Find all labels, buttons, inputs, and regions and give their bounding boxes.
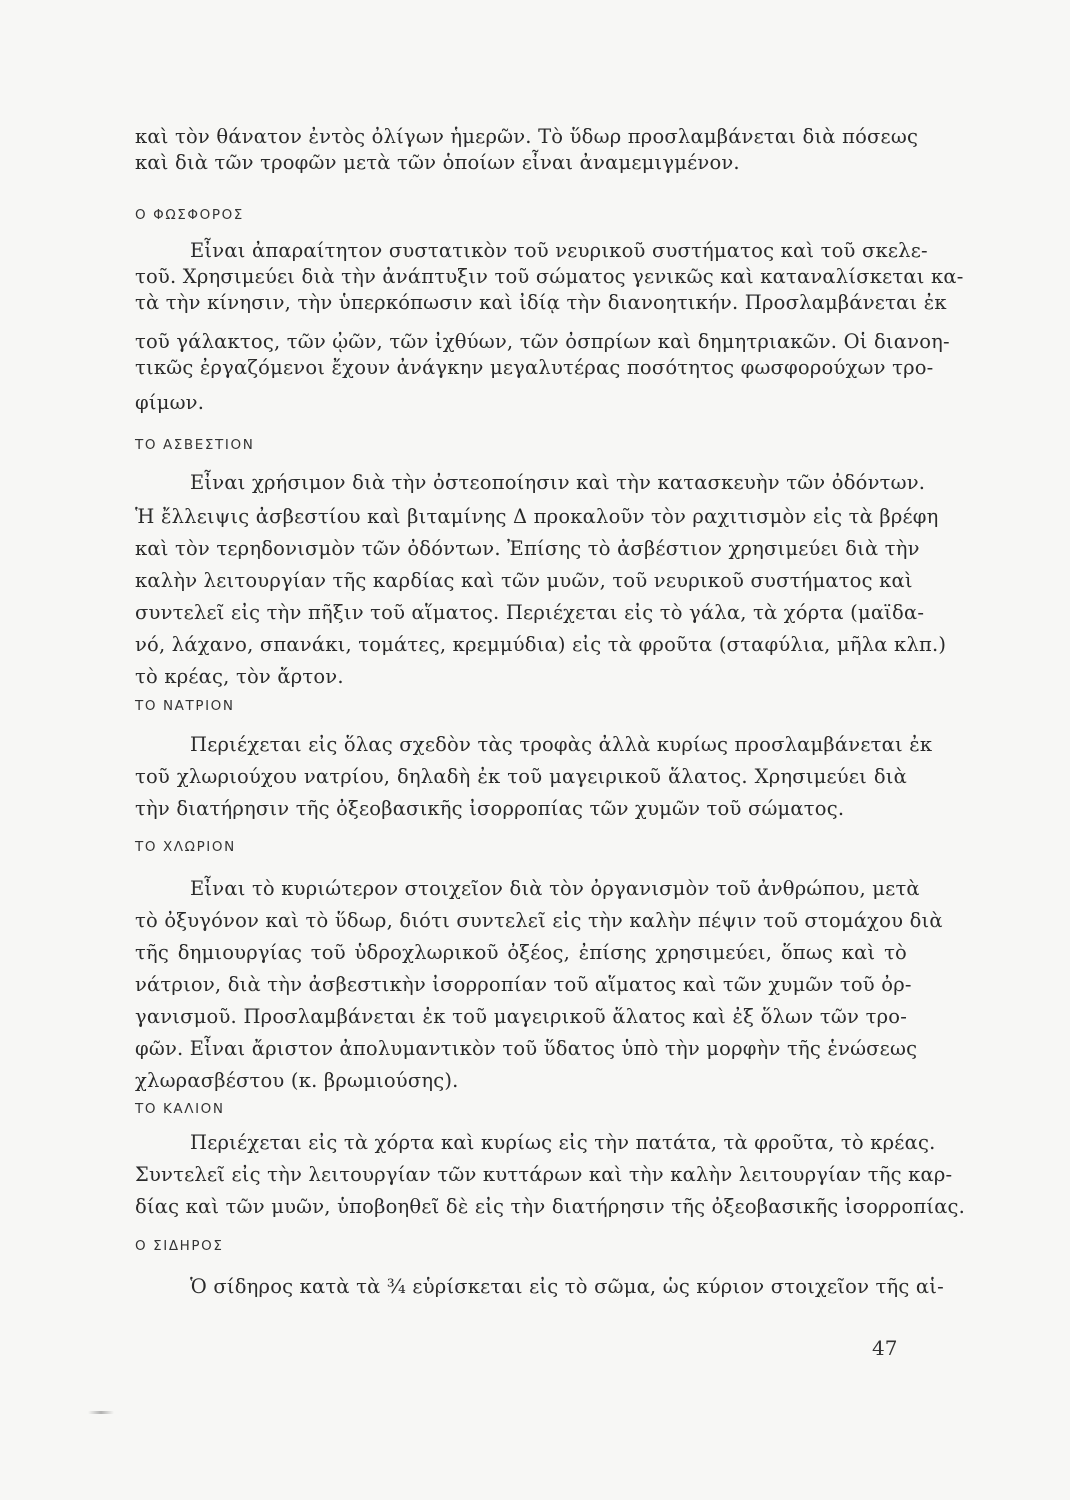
section-heading-potassium: ΤΟ ΚΑΛΙΟΝ — [135, 1101, 225, 1117]
phosphorus-line-3: τὰ τὴν κίνησιν, τὴν ὑπερκόπωσιν καὶ ἰδίᾳ τὴν διανοητικήν. Προσλαμβάνεται ἐκ — [135, 291, 947, 314]
chlorine-line-2: τὸ ὀξυγόνον καὶ τὸ ὕδωρ, διότι συντελεῖ εἰς τὴν καλὴν πέψιν τοῦ στομάχου διὰ — [135, 909, 943, 932]
chlorine-line-6: φῶν. Εἶναι ἄριστον ἀπολυμαντικὸν τοῦ ὕδατος ὑπὸ τὴν μορφὴν τῆς ἑνώσεως — [135, 1037, 918, 1060]
chlorine-line-7: χλωρασβέστου (κ. βρωμιούσης). — [135, 1069, 459, 1092]
section-heading-calcium: ΤΟ ΑΣΒΕΣΤΙΟΝ — [135, 437, 255, 453]
chlorine-line-5: γανισμοῦ. Προσλαμβάνεται ἐκ τοῦ μαγειρικοῦ ἅλατος καὶ ἐξ ὅλων τῶν τρο- — [135, 1005, 907, 1028]
chlorine-line-3: τῆς δημιουργίας τοῦ ὑδροχλωρικοῦ ὀξέος, ἐπίσης χρησιμεύει, ὅπως καὶ τὸ — [135, 941, 907, 964]
iron-line-1: Ὁ σίδηρος κατὰ τὰ ¾ εὑρίσκεται εἰς τὸ σῶμα, ὡς κύριον στοιχεῖον τῆς αἱ- — [190, 1275, 944, 1298]
section-heading-iron: Ο ΣΙΔΗΡΟΣ — [135, 1238, 224, 1254]
section-heading-chlorine: ΤΟ ΧΛΩΡΙΟΝ — [135, 839, 236, 855]
calcium-line-7: τὸ κρέας, τὸν ἄρτον. — [135, 665, 344, 688]
phosphorus-line-1: Εἶναι ἀπαραίτητον συστατικὸν τοῦ νευρικοῦ συστήματος καὶ τοῦ σκελε- — [190, 239, 928, 262]
chlorine-line-4: νάτριον, διὰ τὴν ἀσβεστικὴν ἰσορροπίαν τοῦ αἵματος καὶ τῶν χυμῶν τοῦ ὀρ- — [135, 973, 912, 996]
sodium-line-1: Περιέχεται εἰς ὅλας σχεδὸν τὰς τροφὰς ἀλλὰ κυρίως προσλαμβάνεται ἐκ — [190, 733, 933, 756]
potassium-line-2: Συντελεῖ εἰς τὴν λειτουργίαν τῶν κυττάρων καὶ τὴν καλὴν λειτουργίαν τῆς καρ- — [135, 1163, 953, 1186]
potassium-line-1: Περιέχεται εἰς τὰ χόρτα καὶ κυρίως εἰς τὴν πατάτα, τὰ φροῦτα, τὸ κρέας. — [190, 1131, 936, 1154]
calcium-line-4: καλὴν λειτουργίαν τῆς καρδίας καὶ τῶν μυῶν, τοῦ νευρικοῦ συστήματος καὶ — [135, 569, 913, 592]
potassium-line-3: δίας καὶ τῶν μυῶν, ὑποβοηθεῖ δὲ εἰς τὴν διατήρησιν τῆς ὀξεοβασικῆς ἰσορροπίας. — [135, 1195, 966, 1218]
calcium-line-2: Ἡ ἔλλειψις ἀσβεστίου καὶ βιταμίνης Δ προκαλοῦν τὸν ραχιτισμὸν εἰς τὰ βρέφη — [135, 505, 939, 528]
calcium-line-6: νό, λάχανο, σπανάκι, τομάτες, κρεμμύδια) εἰς τὰ φροῦτα (σταφύλια, μῆλα κλπ.) — [135, 633, 947, 656]
section-heading-sodium: ΤΟ ΝΑΤΡΙΟΝ — [135, 698, 235, 714]
page-number: 47 — [872, 1336, 898, 1360]
phosphorus-line-5: τικῶς ἐργαζόμενοι ἔχουν ἀνάγκην μεγαλυτέρας ποσότητος φωσφορούχων τρο- — [135, 356, 934, 379]
chlorine-line-1: Εἶναι τὸ κυριώτερον στοιχεῖον διὰ τὸν ὀργανισμὸν τοῦ ἀνθρώπου, μετὰ — [190, 877, 920, 900]
sodium-line-2: τοῦ χλωριούχου νατρίου, δηλαδὴ ἐκ τοῦ μαγειρικοῦ ἅλατος. Χρησιμεύει διὰ — [135, 765, 907, 788]
sodium-line-3: τὴν διατήρησιν τῆς ὀξεοβασικῆς ἰσορροπίας τῶν χυμῶν τοῦ σώματος. — [135, 797, 845, 820]
phosphorus-line-6: φίμων. — [135, 391, 205, 414]
calcium-line-5: συντελεῖ εἰς τὴν πῆξιν τοῦ αἵματος. Περιέχεται εἰς τὸ γάλα, τὰ χόρτα (μαϊδα- — [135, 601, 925, 624]
calcium-line-3: καὶ τὸν τερηδονισμὸν τῶν ὀδόντων. Ἐπίσης τὸ ἀσβέστιον χρησιμεύει διὰ τὴν — [135, 537, 920, 560]
scan-mark — [88, 1411, 114, 1414]
phosphorus-line-4: τοῦ γάλακτος, τῶν ᾠῶν, τῶν ἰχθύων, τῶν ὀσπρίων καὶ δημητριακῶν. Οἱ διανοη- — [135, 330, 950, 353]
phosphorus-line-2: τοῦ. Χρησιμεύει διὰ τὴν ἀνάπτυξιν τοῦ σώματος γενικῶς καὶ καταναλίσκεται κα- — [135, 265, 964, 288]
calcium-line-1: Εἶναι χρήσιμον διὰ τὴν ὀστεοποίησιν καὶ τὴν κατασκευὴν τῶν ὀδόντων. — [190, 471, 926, 494]
intro-line-2: καὶ διὰ τῶν τροφῶν μετὰ τῶν ὁποίων εἶναι ἀναμεμιγμένον. — [135, 151, 740, 174]
intro-line-1: καὶ τὸν θάνατον ἐντὸς ὀλίγων ἡμερῶν. Τὸ ὕδωρ προσλαμβάνεται διὰ πόσεως — [135, 125, 919, 148]
section-heading-phosphorus: Ο ΦΩΣΦΟΡΟΣ — [135, 207, 244, 223]
